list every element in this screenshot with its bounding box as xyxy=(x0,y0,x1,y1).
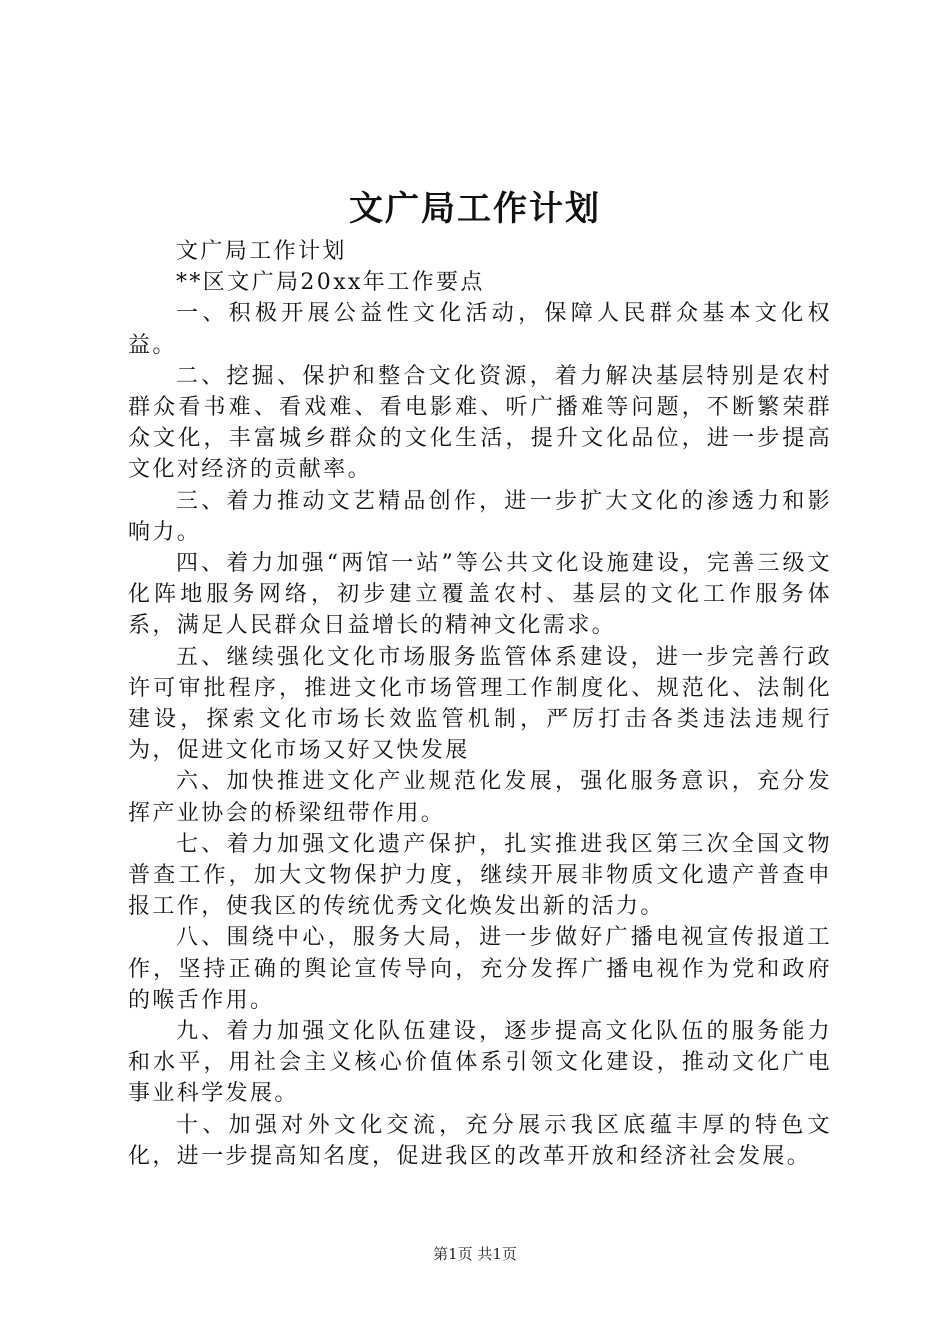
document-title: 文广局工作计划 xyxy=(349,189,601,229)
paragraph-item-1: 一、积极开展公益性文化活动，保障人民群众基本文化权益。 xyxy=(128,301,832,358)
paragraph-subheading: **区文广局20xx年工作要点 xyxy=(176,270,485,296)
paragraph-heading: 文广局工作计划 xyxy=(176,239,347,264)
paragraph-item-5: 五、继续强化文化市场服务监管体系建设，进一步完善行政许可审批程序，推进文化市场管理工作制度化、规范化、法制化建设，探索文化市场长效监管机制，严厉打击各类违法违规行为，促进文化市场又好又快发展 xyxy=(128,644,832,764)
paragraph-item-10: 十、加强对外文化交流，充分展示我区底蕴丰厚的特色文化，进一步提高知名度，促进我区的改革开放和经济社会发展。 xyxy=(128,1112,832,1169)
page-footer: 第1页 共1页 xyxy=(433,1245,517,1263)
paragraph-item-7: 七、着力加强文化遗产保护，扎实推进我区第三次全国文物普查工作，加大文物保护力度，继续开展非物质文化遗产普查申报工作，使我区的传统优秀文化焕发出新的活力。 xyxy=(128,831,832,920)
paragraph-item-6: 六、加快推进文化产业规范化发展，强化服务意识，充分发挥产业协会的桥梁纽带作用。 xyxy=(128,769,832,826)
paragraph-item-8: 八、围绕中心，服务大局，进一步做好广播电视宣传报道工作，坚持正确的舆论宣传导向，充分发挥广播电视作为党和政府的喉舌作用。 xyxy=(128,925,832,1013)
paragraph-item-9: 九、着力加强文化队伍建设，逐步提高文化队伍的服务能力和水平，用社会主义核心价值体系引领文化建设，推动文化广电事业科学发展。 xyxy=(128,1019,832,1107)
paragraph-item-3: 三、着力推动文艺精品创作，进一步扩大文化的渗透力和影响力。 xyxy=(128,488,832,545)
document-body xyxy=(128,236,832,1172)
paragraph-item-2: 二、挖掘、保护和整合文化资源，着力解决基层特别是农村群众看书难、看戏难、看电影难、听广播难等问题，不断繁荣群众文化，丰富城乡群众的文化生活，提升文化品位，进一步提高文化对经济的贡献率。 xyxy=(128,363,832,483)
paragraph-item-4: 四、着力加强“两馆一站”等公共文化设施建设，完善三级文化阵地服务网络，初步建立覆盖农村、基层的文化工作服务体系，满足人民群众日益增长的精神文化需求。 xyxy=(128,551,832,639)
